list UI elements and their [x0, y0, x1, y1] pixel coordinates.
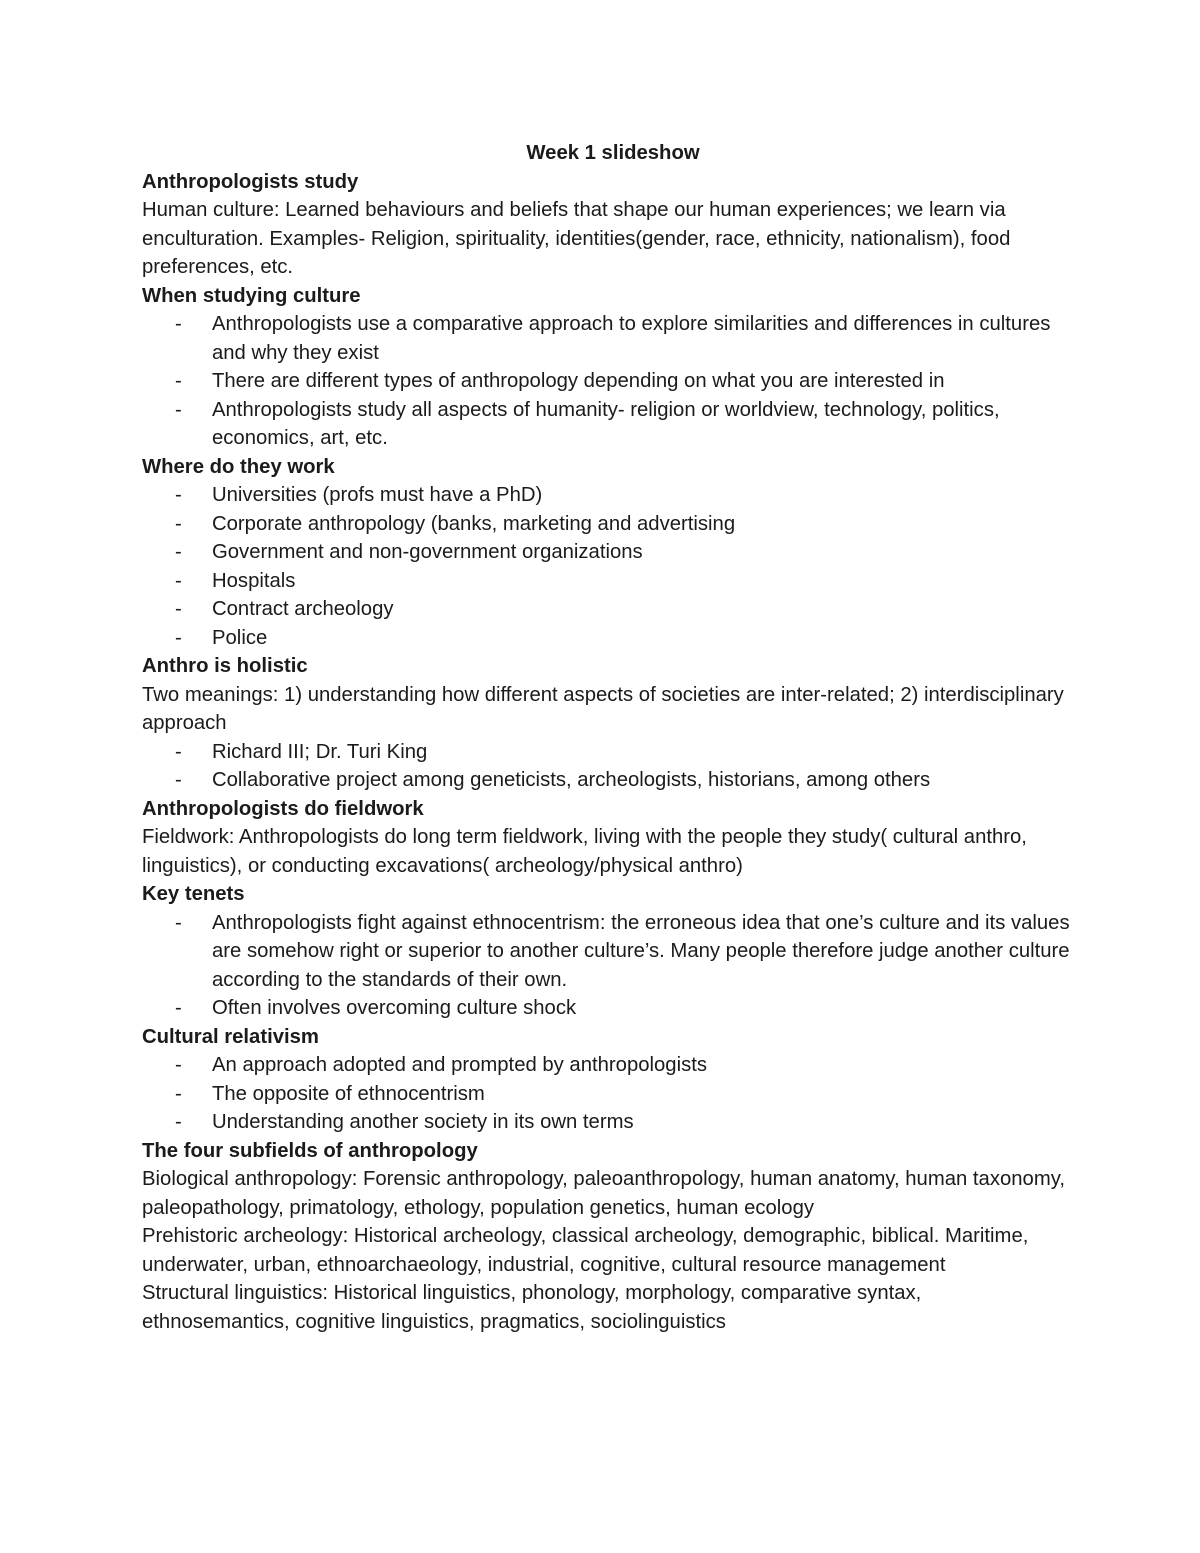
list-item [142, 1108, 1072, 1137]
list-item-text: Understanding another society in its own terms [212, 1111, 634, 1133]
list-item [142, 538, 1072, 567]
list-item [142, 909, 1072, 995]
dash-bullet: - [175, 1054, 182, 1076]
dash-bullet: - [175, 997, 182, 1019]
section-paragraph: Fieldwork: Anthropologists do long term fieldwork, living with the people they study( cultural anthro, linguistics), or conducting excavations( archeology/physical anthro) [142, 826, 1027, 877]
dash-bullet: - [175, 740, 182, 763]
list-item-text: There are different types of anthropology depending on what you are interested in [212, 370, 945, 392]
section [142, 1023, 1072, 1137]
list-item [142, 310, 1072, 367]
dash-bullet: - [175, 313, 182, 335]
dash-bullet: - [175, 398, 182, 421]
section-paragraph: Prehistoric archeology: Historical archeology, classical archeology, demographic, biblical. Maritime, underwater, urban, ethnoarchaeology, industrial, cognitive, cultural resource management [142, 1225, 1029, 1276]
dash-bullet: - [175, 911, 182, 934]
list-item-text: Hospitals [212, 569, 296, 592]
document-title: Week 1 slideshow [526, 142, 700, 164]
list-item-text: Anthropologists study all aspects of humanity- religion or worldview, technology, politics, economics, art, etc. [212, 398, 1000, 449]
section [142, 453, 1072, 653]
list-item [142, 481, 1072, 510]
section [142, 168, 1072, 282]
list-item-text: An approach adopted and prompted by anthropologists [212, 1054, 707, 1076]
section-heading: Anthro is holistic [142, 655, 308, 677]
section-heading: Where do they work [142, 455, 335, 478]
list-item-text: Often involves overcoming culture shock [212, 997, 577, 1019]
dash-bullet: - [175, 626, 182, 649]
dash-bullet: - [175, 512, 182, 535]
bullet-list [142, 1051, 1072, 1137]
list-item-text: Police [212, 626, 268, 649]
list-item-text: Anthropologists fight against ethnocentrism: the erroneous idea that one’s culture and its values are somehow right or superior to another culture’s. Many people therefore judge another culture according to the standards of their own. [212, 911, 1070, 991]
list-item-text: Government and non-government organizations [212, 541, 643, 563]
list-item [142, 367, 1072, 396]
list-item-text: The opposite of ethnocentrism [212, 1082, 485, 1105]
bullet-list [142, 481, 1072, 652]
dash-bullet: - [175, 484, 182, 506]
list-item-text: Universities (profs must have a PhD) [212, 484, 543, 506]
section [142, 880, 1072, 1023]
dash-bullet: - [175, 598, 182, 620]
section-heading: When studying culture [142, 284, 361, 307]
bullet-list [142, 909, 1072, 1023]
section [142, 1137, 1072, 1337]
section-paragraph: Human culture: Learned behaviours and beliefs that shape our human experiences; we learn via enculturation. Examples- Religion, spirituality, identities(gender, race, ethnicity, nationalism), food preferences, etc. [142, 199, 1011, 278]
section-heading: The four subfields of anthropology [142, 1139, 478, 1162]
list-item [142, 595, 1072, 624]
dash-bullet: - [175, 1111, 182, 1133]
list-item-text: Richard III; Dr. Turi King [212, 740, 428, 763]
list-item [142, 1051, 1072, 1080]
section-paragraph: Two meanings: 1) understanding how different aspects of societies are inter-related; 2) interdisciplinary approach [142, 683, 1064, 734]
list-item-text: Collaborative project among geneticists, archeologists, historians, among others [212, 769, 931, 791]
dash-bullet: - [175, 769, 182, 791]
list-item [142, 510, 1072, 539]
dash-bullet: - [175, 569, 182, 592]
section [142, 282, 1072, 453]
section-heading: Anthropologists study [142, 170, 359, 193]
section [142, 652, 1072, 795]
list-item-text: Corporate anthropology (banks, marketing and advertising [212, 512, 736, 535]
bullet-list [142, 310, 1072, 453]
section-heading: Anthropologists do fieldwork [142, 797, 424, 820]
section-paragraph: Biological anthropology: Forensic anthropology, paleoanthropology, human anatomy, human taxonomy, paleopathology, primatology, ethology, population genetics, human ecology [142, 1168, 1065, 1219]
document-page [142, 139, 1072, 1336]
dash-bullet: - [175, 370, 182, 392]
list-item [142, 624, 1072, 653]
section-heading: Cultural relativism [142, 1025, 319, 1048]
section-paragraph: Structural linguistics: Historical linguistics, phonology, morphology, comparative syntax, ethnosemantics, cognitive linguistics, pragmatics, sociolinguistics [142, 1282, 922, 1333]
dash-bullet: - [175, 1082, 182, 1105]
list-item [142, 994, 1072, 1023]
list-item-text: Contract archeology [212, 598, 394, 620]
list-item [142, 1080, 1072, 1109]
dash-bullet: - [175, 541, 182, 563]
list-item [142, 567, 1072, 596]
bullet-list [142, 738, 1072, 795]
list-item-text: Anthropologists use a comparative approach to explore similarities and differences in cultures and why they exist [212, 313, 1051, 364]
list-item [142, 396, 1072, 453]
section-heading: Key tenets [142, 883, 245, 905]
section [142, 795, 1072, 881]
list-item [142, 738, 1072, 767]
list-item [142, 766, 1072, 795]
